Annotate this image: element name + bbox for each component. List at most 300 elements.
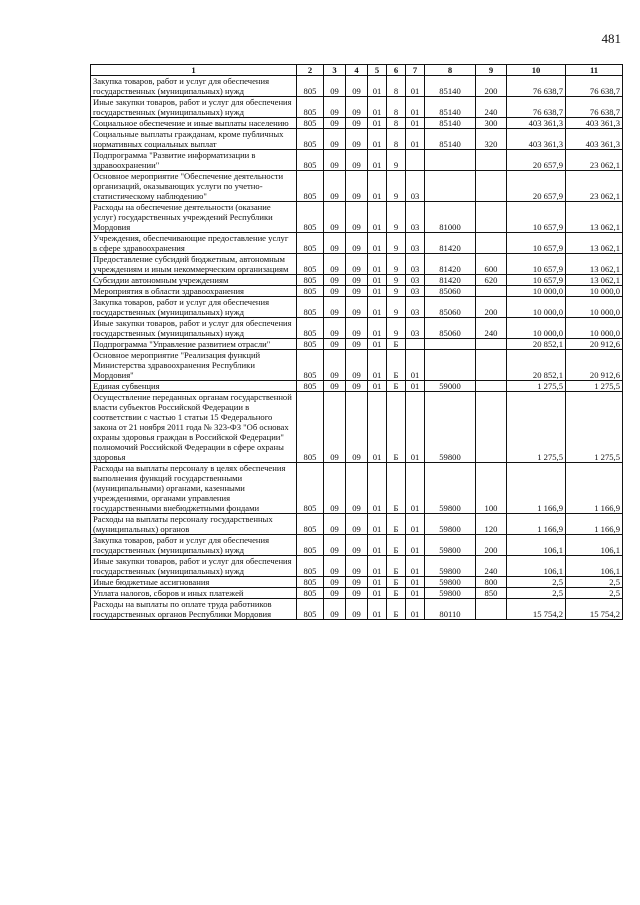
code-cell: 03 bbox=[406, 297, 425, 318]
amount-cell: 1 166,9 bbox=[507, 514, 566, 535]
code-cell: 09 bbox=[346, 202, 368, 233]
code-cell: 09 bbox=[346, 286, 368, 297]
amount-cell: 15 754,2 bbox=[507, 599, 566, 620]
code-cell: 01 bbox=[406, 392, 425, 463]
code-cell: 81420 bbox=[425, 275, 476, 286]
code-cell: Б bbox=[387, 350, 406, 381]
table-row bbox=[91, 463, 623, 514]
code-cell: 01 bbox=[368, 588, 387, 599]
code-cell: 09 bbox=[324, 150, 346, 171]
amount-cell: 106,1 bbox=[507, 556, 566, 577]
code-cell: 01 bbox=[368, 297, 387, 318]
code-cell bbox=[406, 339, 425, 350]
code-cell: Б bbox=[387, 514, 406, 535]
code-cell: Б bbox=[387, 535, 406, 556]
code-cell: 09 bbox=[324, 202, 346, 233]
amount-cell: 403 361,3 bbox=[507, 118, 566, 129]
amount-cell: 76 638,7 bbox=[507, 76, 566, 97]
code-cell: 85060 bbox=[425, 318, 476, 339]
code-cell: 100 bbox=[476, 463, 507, 514]
code-cell: 09 bbox=[346, 76, 368, 97]
code-cell: 805 bbox=[297, 588, 324, 599]
amount-cell: 1 275,5 bbox=[566, 392, 623, 463]
row-name-cell: Подпрограмма "Управление развитием отрасли" bbox=[91, 339, 297, 350]
amount-cell: 20 657,9 bbox=[507, 171, 566, 202]
code-cell: 03 bbox=[406, 171, 425, 202]
col-header: 4 bbox=[346, 65, 368, 76]
amount-cell: 1 275,5 bbox=[507, 381, 566, 392]
amount-cell: 106,1 bbox=[566, 535, 623, 556]
table-row bbox=[91, 233, 623, 254]
amount-cell: 13 062,1 bbox=[566, 254, 623, 275]
col-header: 1 bbox=[91, 65, 297, 76]
code-cell: 59000 bbox=[425, 381, 476, 392]
code-cell: 01 bbox=[406, 556, 425, 577]
code-cell: 09 bbox=[346, 254, 368, 275]
code-cell: 09 bbox=[346, 233, 368, 254]
code-cell: 81000 bbox=[425, 202, 476, 233]
amount-cell: 403 361,3 bbox=[566, 129, 623, 150]
code-cell: 09 bbox=[346, 381, 368, 392]
code-cell: 01 bbox=[406, 514, 425, 535]
code-cell bbox=[425, 150, 476, 171]
row-name-cell: Закупка товаров, работ и услуг для обеспечения государственных (муниципальных) нужд bbox=[91, 76, 297, 97]
code-cell bbox=[476, 150, 507, 171]
code-cell: 09 bbox=[346, 535, 368, 556]
code-cell: 59800 bbox=[425, 535, 476, 556]
table-row bbox=[91, 392, 623, 463]
code-cell: 09 bbox=[346, 275, 368, 286]
code-cell bbox=[476, 392, 507, 463]
table-row bbox=[91, 254, 623, 275]
code-cell: 01 bbox=[368, 97, 387, 118]
code-cell: 805 bbox=[297, 556, 324, 577]
code-cell: Б bbox=[387, 339, 406, 350]
amount-cell: 403 361,3 bbox=[566, 118, 623, 129]
code-cell: 805 bbox=[297, 381, 324, 392]
code-cell bbox=[425, 350, 476, 381]
amount-cell: 2,5 bbox=[507, 577, 566, 588]
row-name-cell: Основное мероприятие "Обеспечение деятельности организаций, оказывающих услуги по учетно-статистическому наблюдению" bbox=[91, 171, 297, 202]
code-cell: 8 bbox=[387, 129, 406, 150]
code-cell: 8 bbox=[387, 97, 406, 118]
amount-cell: 10 000,0 bbox=[507, 286, 566, 297]
code-cell: 200 bbox=[476, 297, 507, 318]
code-cell: 01 bbox=[368, 76, 387, 97]
code-cell: 09 bbox=[324, 286, 346, 297]
code-cell: 805 bbox=[297, 318, 324, 339]
code-cell: 9 bbox=[387, 297, 406, 318]
code-cell: 09 bbox=[346, 339, 368, 350]
code-cell: 01 bbox=[368, 463, 387, 514]
table-row bbox=[91, 275, 623, 286]
code-cell: 09 bbox=[324, 97, 346, 118]
code-cell: 59800 bbox=[425, 392, 476, 463]
code-cell: 805 bbox=[297, 577, 324, 588]
code-cell: Б bbox=[387, 463, 406, 514]
code-cell: 09 bbox=[346, 392, 368, 463]
code-cell: 09 bbox=[346, 350, 368, 381]
amount-cell: 20 912,6 bbox=[566, 350, 623, 381]
code-cell: 09 bbox=[324, 588, 346, 599]
code-cell: 805 bbox=[297, 297, 324, 318]
code-cell: 805 bbox=[297, 275, 324, 286]
code-cell: 09 bbox=[346, 599, 368, 620]
code-cell: 09 bbox=[346, 463, 368, 514]
code-cell: 9 bbox=[387, 150, 406, 171]
code-cell: 09 bbox=[346, 514, 368, 535]
row-name-cell: Подпрограмма "Развитие информатизации в здравоохранении" bbox=[91, 150, 297, 171]
code-cell: 600 bbox=[476, 254, 507, 275]
row-name-cell: Закупка товаров, работ и услуг для обеспечения государственных (муниципальных) нужд bbox=[91, 297, 297, 318]
amount-cell: 2,5 bbox=[507, 588, 566, 599]
code-cell: 01 bbox=[368, 286, 387, 297]
code-cell: 03 bbox=[406, 275, 425, 286]
code-cell: 01 bbox=[406, 381, 425, 392]
amount-cell: 13 062,1 bbox=[566, 275, 623, 286]
amount-cell: 13 062,1 bbox=[566, 202, 623, 233]
col-header: 11 bbox=[566, 65, 623, 76]
code-cell: 01 bbox=[406, 588, 425, 599]
code-cell: 800 bbox=[476, 577, 507, 588]
row-name-cell: Расходы на выплаты по оплате труда работников государственных органов Республики Мордовия bbox=[91, 599, 297, 620]
code-cell: 200 bbox=[476, 76, 507, 97]
amount-cell: 10 000,0 bbox=[566, 318, 623, 339]
table-row bbox=[91, 556, 623, 577]
code-cell: 01 bbox=[406, 577, 425, 588]
code-cell: 240 bbox=[476, 97, 507, 118]
code-cell: 805 bbox=[297, 97, 324, 118]
code-cell: 59800 bbox=[425, 463, 476, 514]
code-cell: 09 bbox=[324, 339, 346, 350]
row-name-cell: Иные закупки товаров, работ и услуг для обеспечения государственных (муниципальных) нужд bbox=[91, 97, 297, 118]
code-cell: 81420 bbox=[425, 254, 476, 275]
code-cell: 9 bbox=[387, 318, 406, 339]
amount-cell: 10 000,0 bbox=[566, 286, 623, 297]
code-cell: 805 bbox=[297, 350, 324, 381]
code-cell: 09 bbox=[324, 275, 346, 286]
row-name-cell: Уплата налогов, сборов и иных платежей bbox=[91, 588, 297, 599]
code-cell: 01 bbox=[368, 202, 387, 233]
code-cell: 09 bbox=[324, 463, 346, 514]
amount-cell: 106,1 bbox=[507, 535, 566, 556]
code-cell: 01 bbox=[368, 392, 387, 463]
code-cell: Б bbox=[387, 577, 406, 588]
amount-cell: 20 852,1 bbox=[507, 339, 566, 350]
code-cell: 01 bbox=[368, 350, 387, 381]
code-cell: 85060 bbox=[425, 286, 476, 297]
amount-cell: 10 000,0 bbox=[566, 297, 623, 318]
amount-cell: 76 638,7 bbox=[566, 97, 623, 118]
code-cell: 09 bbox=[324, 599, 346, 620]
amount-cell: 13 062,1 bbox=[566, 233, 623, 254]
code-cell: 200 bbox=[476, 535, 507, 556]
code-cell: 09 bbox=[346, 129, 368, 150]
code-cell: 320 bbox=[476, 129, 507, 150]
code-cell: 09 bbox=[346, 588, 368, 599]
table-row bbox=[91, 97, 623, 118]
table-row bbox=[91, 588, 623, 599]
budget-table bbox=[90, 64, 623, 620]
code-cell: Б bbox=[387, 588, 406, 599]
table-row bbox=[91, 286, 623, 297]
row-name-cell: Субсидии автономным учреждениям bbox=[91, 275, 297, 286]
amount-cell: 20 912,6 bbox=[566, 339, 623, 350]
code-cell: 805 bbox=[297, 150, 324, 171]
code-cell: 9 bbox=[387, 254, 406, 275]
code-cell: 01 bbox=[406, 535, 425, 556]
code-cell: 09 bbox=[324, 254, 346, 275]
col-header: 3 bbox=[324, 65, 346, 76]
code-cell bbox=[476, 350, 507, 381]
code-cell: 01 bbox=[406, 129, 425, 150]
code-cell: 805 bbox=[297, 463, 324, 514]
code-cell: 805 bbox=[297, 599, 324, 620]
code-cell: 01 bbox=[368, 514, 387, 535]
code-cell: 01 bbox=[406, 463, 425, 514]
code-cell: Б bbox=[387, 381, 406, 392]
page-number: 481 bbox=[601, 31, 621, 46]
code-cell: 59800 bbox=[425, 588, 476, 599]
table-body bbox=[91, 76, 623, 620]
code-cell: 850 bbox=[476, 588, 507, 599]
code-cell: 240 bbox=[476, 556, 507, 577]
amount-cell: 10 657,9 bbox=[507, 233, 566, 254]
code-cell: 805 bbox=[297, 202, 324, 233]
row-name-cell: Расходы на выплаты персоналу в целях обеспечения выполнения функций государственными (муниципальными) органами, казенными учреждениями, органами управления государственными внебюджетными фондами bbox=[91, 463, 297, 514]
code-cell: 9 bbox=[387, 275, 406, 286]
amount-cell: 10 657,9 bbox=[507, 275, 566, 286]
code-cell: 09 bbox=[324, 233, 346, 254]
amount-cell: 10 657,9 bbox=[507, 202, 566, 233]
code-cell bbox=[425, 339, 476, 350]
table-row bbox=[91, 381, 623, 392]
code-cell: 805 bbox=[297, 286, 324, 297]
code-cell: 03 bbox=[406, 318, 425, 339]
amount-cell: 106,1 bbox=[566, 556, 623, 577]
code-cell: 805 bbox=[297, 514, 324, 535]
code-cell: 09 bbox=[324, 381, 346, 392]
code-cell: 09 bbox=[346, 556, 368, 577]
code-cell: 01 bbox=[406, 350, 425, 381]
code-cell: 805 bbox=[297, 339, 324, 350]
col-header: 7 bbox=[406, 65, 425, 76]
code-cell: 9 bbox=[387, 202, 406, 233]
code-cell: 620 bbox=[476, 275, 507, 286]
amount-cell: 2,5 bbox=[566, 577, 623, 588]
code-cell: 805 bbox=[297, 76, 324, 97]
row-name-cell: Социальное обеспечение и иные выплаты населению bbox=[91, 118, 297, 129]
code-cell: 01 bbox=[368, 556, 387, 577]
amount-cell: 1 275,5 bbox=[566, 381, 623, 392]
code-cell: 09 bbox=[324, 76, 346, 97]
code-cell: 805 bbox=[297, 233, 324, 254]
code-cell: 09 bbox=[324, 318, 346, 339]
amount-cell: 23 062,1 bbox=[566, 150, 623, 171]
code-cell: 09 bbox=[324, 129, 346, 150]
code-cell: 03 bbox=[406, 233, 425, 254]
amount-cell: 10 000,0 bbox=[507, 297, 566, 318]
col-header: 8 bbox=[425, 65, 476, 76]
code-cell: 8 bbox=[387, 76, 406, 97]
code-cell: 01 bbox=[368, 254, 387, 275]
amount-cell: 1 166,9 bbox=[507, 463, 566, 514]
code-cell: 09 bbox=[346, 318, 368, 339]
code-cell: 81420 bbox=[425, 233, 476, 254]
table-row bbox=[91, 76, 623, 97]
col-header: 5 bbox=[368, 65, 387, 76]
code-cell: 805 bbox=[297, 118, 324, 129]
code-cell: 8 bbox=[387, 118, 406, 129]
code-cell bbox=[476, 233, 507, 254]
code-cell: 09 bbox=[324, 514, 346, 535]
code-cell: 09 bbox=[324, 118, 346, 129]
code-cell bbox=[476, 202, 507, 233]
code-cell: 03 bbox=[406, 202, 425, 233]
amount-cell: 20 852,1 bbox=[507, 350, 566, 381]
code-cell: Б bbox=[387, 599, 406, 620]
code-cell: 09 bbox=[346, 171, 368, 202]
table-row bbox=[91, 514, 623, 535]
amount-cell: 10 657,9 bbox=[507, 254, 566, 275]
row-name-cell: Расходы на выплаты персоналу государственных (муниципальных) органов bbox=[91, 514, 297, 535]
row-name-cell: Закупка товаров, работ и услуг для обеспечения государственных (муниципальных) нужд bbox=[91, 535, 297, 556]
code-cell: 85140 bbox=[425, 129, 476, 150]
code-cell: 240 bbox=[476, 318, 507, 339]
code-cell: 01 bbox=[368, 599, 387, 620]
code-cell bbox=[476, 171, 507, 202]
amount-cell: 1 275,5 bbox=[507, 392, 566, 463]
code-cell bbox=[476, 286, 507, 297]
col-header: 6 bbox=[387, 65, 406, 76]
code-cell: 85140 bbox=[425, 97, 476, 118]
table-row bbox=[91, 350, 623, 381]
code-cell: 80110 bbox=[425, 599, 476, 620]
code-cell: 85140 bbox=[425, 118, 476, 129]
table-row bbox=[91, 297, 623, 318]
code-cell: 59800 bbox=[425, 556, 476, 577]
code-cell: 09 bbox=[346, 118, 368, 129]
row-name-cell: Единая субвенция bbox=[91, 381, 297, 392]
code-cell bbox=[476, 599, 507, 620]
row-name-cell: Учреждения, обеспечивающие предоставление услуг в сфере здравоохранения bbox=[91, 233, 297, 254]
row-name-cell: Расходы на обеспечение деятельности (оказание услуг) государственных учреждений Республики Мордовия bbox=[91, 202, 297, 233]
table-row bbox=[91, 171, 623, 202]
code-cell bbox=[476, 381, 507, 392]
table-row bbox=[91, 577, 623, 588]
row-name-cell: Осуществление переданных органам государственной власти субъектов Российской Федерации в соответствии с частью 1 статьи 15 Федерального закона от 21 ноября 2011 года № 323-ФЗ "Об основах охраны здоровья граждан в Российской Федерации" полномочий Российской Федерации в сфере охраны здоровья bbox=[91, 392, 297, 463]
table-row bbox=[91, 599, 623, 620]
code-cell: 805 bbox=[297, 535, 324, 556]
col-header: 10 bbox=[507, 65, 566, 76]
row-name-cell: Предоставление субсидий бюджетным, автономным учреждениям и иным некоммерческим организациям bbox=[91, 254, 297, 275]
table-row bbox=[91, 339, 623, 350]
code-cell: 9 bbox=[387, 233, 406, 254]
code-cell: 01 bbox=[368, 535, 387, 556]
code-cell: 09 bbox=[324, 577, 346, 588]
code-cell: 01 bbox=[368, 339, 387, 350]
row-name-cell: Иные бюджетные ассигнования bbox=[91, 577, 297, 588]
header-row bbox=[91, 65, 623, 76]
amount-cell: 76 638,7 bbox=[507, 97, 566, 118]
code-cell: 09 bbox=[324, 556, 346, 577]
amount-cell: 20 657,9 bbox=[507, 150, 566, 171]
code-cell: 01 bbox=[406, 76, 425, 97]
code-cell: 01 bbox=[368, 381, 387, 392]
code-cell: 03 bbox=[406, 286, 425, 297]
code-cell: 01 bbox=[368, 233, 387, 254]
code-cell: Б bbox=[387, 392, 406, 463]
code-cell: 01 bbox=[368, 118, 387, 129]
code-cell: 85060 bbox=[425, 297, 476, 318]
table-row bbox=[91, 202, 623, 233]
table-row bbox=[91, 150, 623, 171]
amount-cell: 23 062,1 bbox=[566, 171, 623, 202]
code-cell: 805 bbox=[297, 171, 324, 202]
amount-cell: 1 166,9 bbox=[566, 463, 623, 514]
code-cell: 01 bbox=[368, 275, 387, 286]
code-cell: 09 bbox=[324, 350, 346, 381]
amount-cell: 1 166,9 bbox=[566, 514, 623, 535]
row-name-cell: Иные закупки товаров, работ и услуг для обеспечения государственных (муниципальных) нужд bbox=[91, 318, 297, 339]
code-cell: 9 bbox=[387, 171, 406, 202]
amount-cell: 2,5 bbox=[566, 588, 623, 599]
code-cell: 01 bbox=[368, 171, 387, 202]
code-cell: 01 bbox=[368, 129, 387, 150]
code-cell: 01 bbox=[368, 150, 387, 171]
code-cell: 01 bbox=[368, 577, 387, 588]
code-cell: 805 bbox=[297, 392, 324, 463]
code-cell: 09 bbox=[346, 297, 368, 318]
code-cell: 09 bbox=[324, 535, 346, 556]
code-cell: 09 bbox=[324, 297, 346, 318]
row-name-cell: Основное мероприятие "Реализация функций Министерства здравоохранения Республики Мордовия" bbox=[91, 350, 297, 381]
table-row bbox=[91, 118, 623, 129]
table-row bbox=[91, 129, 623, 150]
amount-cell: 10 000,0 bbox=[507, 318, 566, 339]
code-cell: 300 bbox=[476, 118, 507, 129]
table-row bbox=[91, 318, 623, 339]
code-cell: 805 bbox=[297, 129, 324, 150]
code-cell bbox=[476, 339, 507, 350]
code-cell: 09 bbox=[346, 577, 368, 588]
code-cell: 85140 bbox=[425, 76, 476, 97]
code-cell: 09 bbox=[346, 97, 368, 118]
row-name-cell: Социальные выплаты гражданам, кроме публичных нормативных социальных выплат bbox=[91, 129, 297, 150]
row-name-cell: Мероприятия в области здравоохранения bbox=[91, 286, 297, 297]
code-cell: 120 bbox=[476, 514, 507, 535]
code-cell bbox=[425, 171, 476, 202]
code-cell: 9 bbox=[387, 286, 406, 297]
code-cell: 09 bbox=[324, 171, 346, 202]
code-cell: 01 bbox=[406, 118, 425, 129]
code-cell: 01 bbox=[368, 318, 387, 339]
code-cell: 09 bbox=[324, 392, 346, 463]
code-cell: 01 bbox=[406, 599, 425, 620]
code-cell: 09 bbox=[346, 150, 368, 171]
code-cell: 59800 bbox=[425, 577, 476, 588]
code-cell: 01 bbox=[406, 97, 425, 118]
col-header: 2 bbox=[297, 65, 324, 76]
amount-cell: 76 638,7 bbox=[566, 76, 623, 97]
code-cell: 805 bbox=[297, 254, 324, 275]
code-cell: Б bbox=[387, 556, 406, 577]
amount-cell: 15 754,2 bbox=[566, 599, 623, 620]
code-cell bbox=[406, 150, 425, 171]
col-header: 9 bbox=[476, 65, 507, 76]
table-row bbox=[91, 535, 623, 556]
code-cell: 03 bbox=[406, 254, 425, 275]
